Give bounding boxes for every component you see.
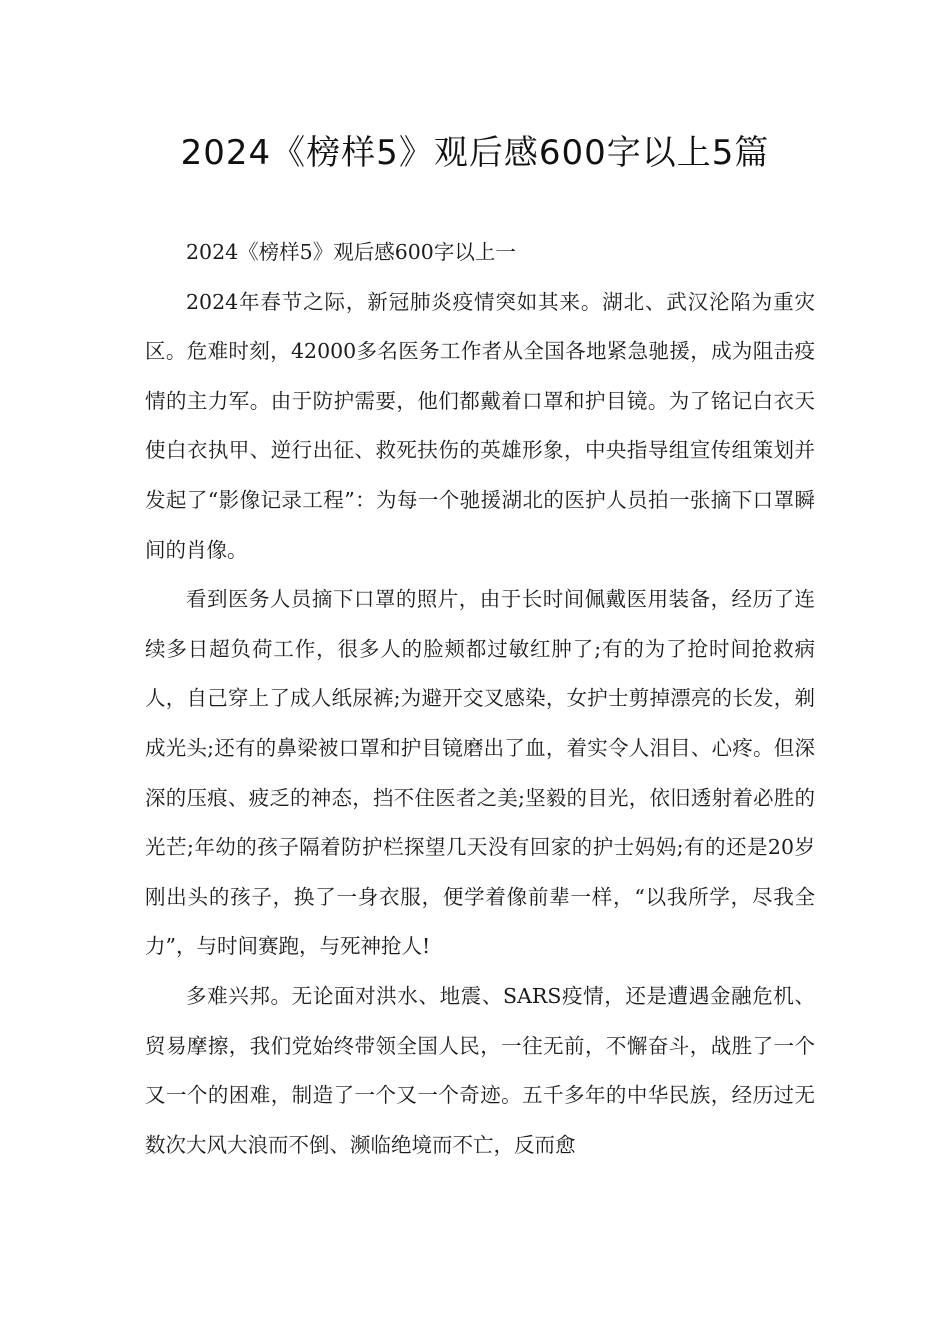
paragraph-subheading: 2024《榜样5》观后感600字以上一 [186, 240, 516, 264]
paragraph: 多难兴邦。无论面对洪水、地震、SARS疫情，还是遭遇金融危机、贸易摩擦，我们党始终带领全国人民，一往无前，不懈奋斗，战胜了一个又一个的困难，制造了一个又一个奇迹。五千多年的中华民族，经历过无数次大风大浪而不倒、濒临绝境而不亡，反而愈 [145, 983, 815, 1157]
document-body [145, 228, 815, 1170]
paragraph: 2024年春节之际，新冠肺炎疫情突如其来。湖北、武汉沦陷为重灾区。危难时刻，42000多名医务工作者从全国各地紧急驰援，成为阻击疫情的主力军。由于防护需要，他们都戴着口罩和护目镜。为了铭记白衣天使白衣执甲、逆行出征、救死扶伤的英雄形象，中央指导组宣传组策划并发起了“影像记录工程”：为每一个驰援湖北的医护人员拍一张摘下口罩瞬间的肖像。 [145, 289, 815, 562]
paragraph: 看到医务人员摘下口罩的照片，由于长时间佩戴医用装备，经历了连续多日超负荷工作，很多人的脸颊都过敏红肿了;有的为了抢时间抢救病人，自己穿上了成人纸尿裤;为避开交叉感染，女护士剪掉漂亮的长发，剃成光头;还有的鼻梁被口罩和护目镜磨出了血，着实令人泪目、心疼。但深深的压痕、疲乏的神态，挡不住医者之美;坚毅的目光，依旧透射着必胜的光芒;年幼的孩子隔着防护栏探望几天没有回家的护士妈妈;有的还是20岁刚出头的孩子，换了一身衣服，便学着像前辈一样，“以我所学，尽我全力”，与时间赛跑，与死神抢人! [145, 587, 815, 959]
document-title: 2024《榜样5》观后感600字以上5篇 [180, 133, 770, 173]
